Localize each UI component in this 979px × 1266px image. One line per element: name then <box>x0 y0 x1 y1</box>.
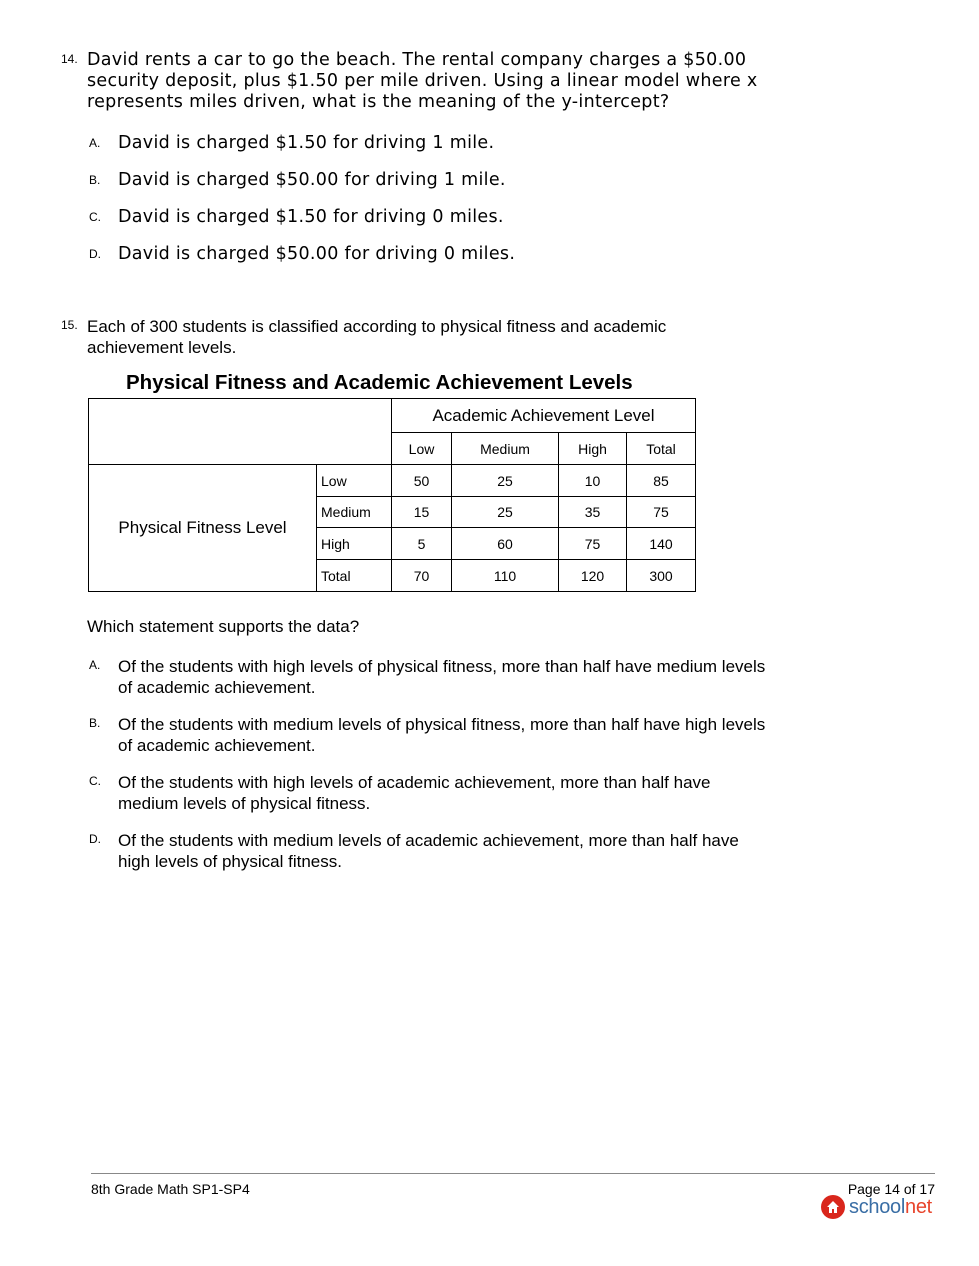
choice-text: David is charged $50.00 for driving 0 miles. <box>118 244 516 264</box>
row-header: Medium <box>317 497 392 528</box>
stem-line: David rents a car to go the beach. The rental company charges a $50.00 <box>87 50 747 70</box>
table-cell: 85 <box>627 465 696 497</box>
footer-course: 8th Grade Math SP1-SP4 <box>91 1181 250 1197</box>
choice-text: David is charged $50.00 for driving 1 mile. <box>118 170 506 190</box>
question-stem <box>87 50 758 113</box>
table-cell: 120 <box>559 560 627 592</box>
choice-line: of academic achievement. <box>118 736 316 755</box>
row-group-header: Physical Fitness Level <box>89 465 317 592</box>
table-cell: 50 <box>392 465 452 497</box>
stem-line: achievement levels. <box>87 338 237 357</box>
stem-line: Each of 300 students is classified according to physical fitness and academic <box>87 317 667 336</box>
logo-text-school: school <box>849 1195 906 1218</box>
logo-text-net: net <box>905 1195 932 1218</box>
table-cell: 60 <box>452 528 559 560</box>
choice-text <box>118 830 739 872</box>
house-icon <box>821 1195 845 1219</box>
table-title: Physical Fitness and Academic Achievement Levels <box>126 371 633 394</box>
choice-letter: A. <box>89 658 101 672</box>
footer-page-number: Page 14 of 17 <box>847 1181 935 1197</box>
choice-line: medium levels of physical fitness. <box>118 794 371 813</box>
choice-text <box>118 656 765 698</box>
choice-text <box>118 714 765 756</box>
choice-letter: C. <box>89 210 101 224</box>
table-cell: 25 <box>452 497 559 528</box>
choice-text <box>118 772 711 814</box>
row-header: Low <box>317 465 392 497</box>
row-header: High <box>317 528 392 560</box>
table-cell: 10 <box>559 465 627 497</box>
data-table <box>88 398 696 592</box>
choice-line: Of the students with medium levels of physical fitness, more than half have high levels <box>118 715 766 734</box>
table-cell: 35 <box>559 497 627 528</box>
choice-letter: C. <box>89 774 101 788</box>
question-number: 15. <box>61 318 78 332</box>
question-stem <box>87 316 666 358</box>
table-cell: 110 <box>452 560 559 592</box>
column-header: High <box>559 433 627 465</box>
choice-text: David is charged $1.50 for driving 1 mile. <box>118 133 495 153</box>
choice-line: Of the students with high levels of academic achievement, more than half have <box>118 773 711 792</box>
table-cell: 15 <box>392 497 452 528</box>
choice-line: Of the students with high levels of physical fitness, more than half have medium levels <box>118 657 766 676</box>
table-cell: 75 <box>559 528 627 560</box>
choice-letter: D. <box>89 832 101 846</box>
choice-line: high levels of physical fitness. <box>118 852 342 871</box>
choice-line: of academic achievement. <box>118 678 316 697</box>
table-cell: 25 <box>452 465 559 497</box>
schoolnet-logo <box>821 1195 932 1219</box>
column-header: Medium <box>452 433 559 465</box>
choice-letter: D. <box>89 247 101 261</box>
table-cell: 75 <box>627 497 696 528</box>
stem-line: represents miles driven, what is the meaning of the y-intercept? <box>87 92 670 112</box>
table-cell: 140 <box>627 528 696 560</box>
column-header: Total <box>627 433 696 465</box>
empty-corner-cell <box>89 399 392 465</box>
table-cell: 300 <box>627 560 696 592</box>
table-cell: 5 <box>392 528 452 560</box>
question-prompt: Which statement supports the data? <box>87 617 360 636</box>
question-number: 14. <box>61 52 78 66</box>
choice-letter: B. <box>89 716 101 730</box>
stem-line: security deposit, plus $1.50 per mile driven. Using a linear model where x <box>87 71 758 91</box>
choice-line: Of the students with medium levels of academic achievement, more than half have <box>118 831 739 850</box>
column-header: Low <box>392 433 452 465</box>
footer-divider <box>91 1173 935 1174</box>
column-group-header: Academic Achievement Level <box>392 399 696 433</box>
choice-letter: B. <box>89 173 101 187</box>
table-cell: 70 <box>392 560 452 592</box>
choice-letter: A. <box>89 136 101 150</box>
row-header: Total <box>317 560 392 592</box>
choice-text: David is charged $1.50 for driving 0 miles. <box>118 207 504 227</box>
